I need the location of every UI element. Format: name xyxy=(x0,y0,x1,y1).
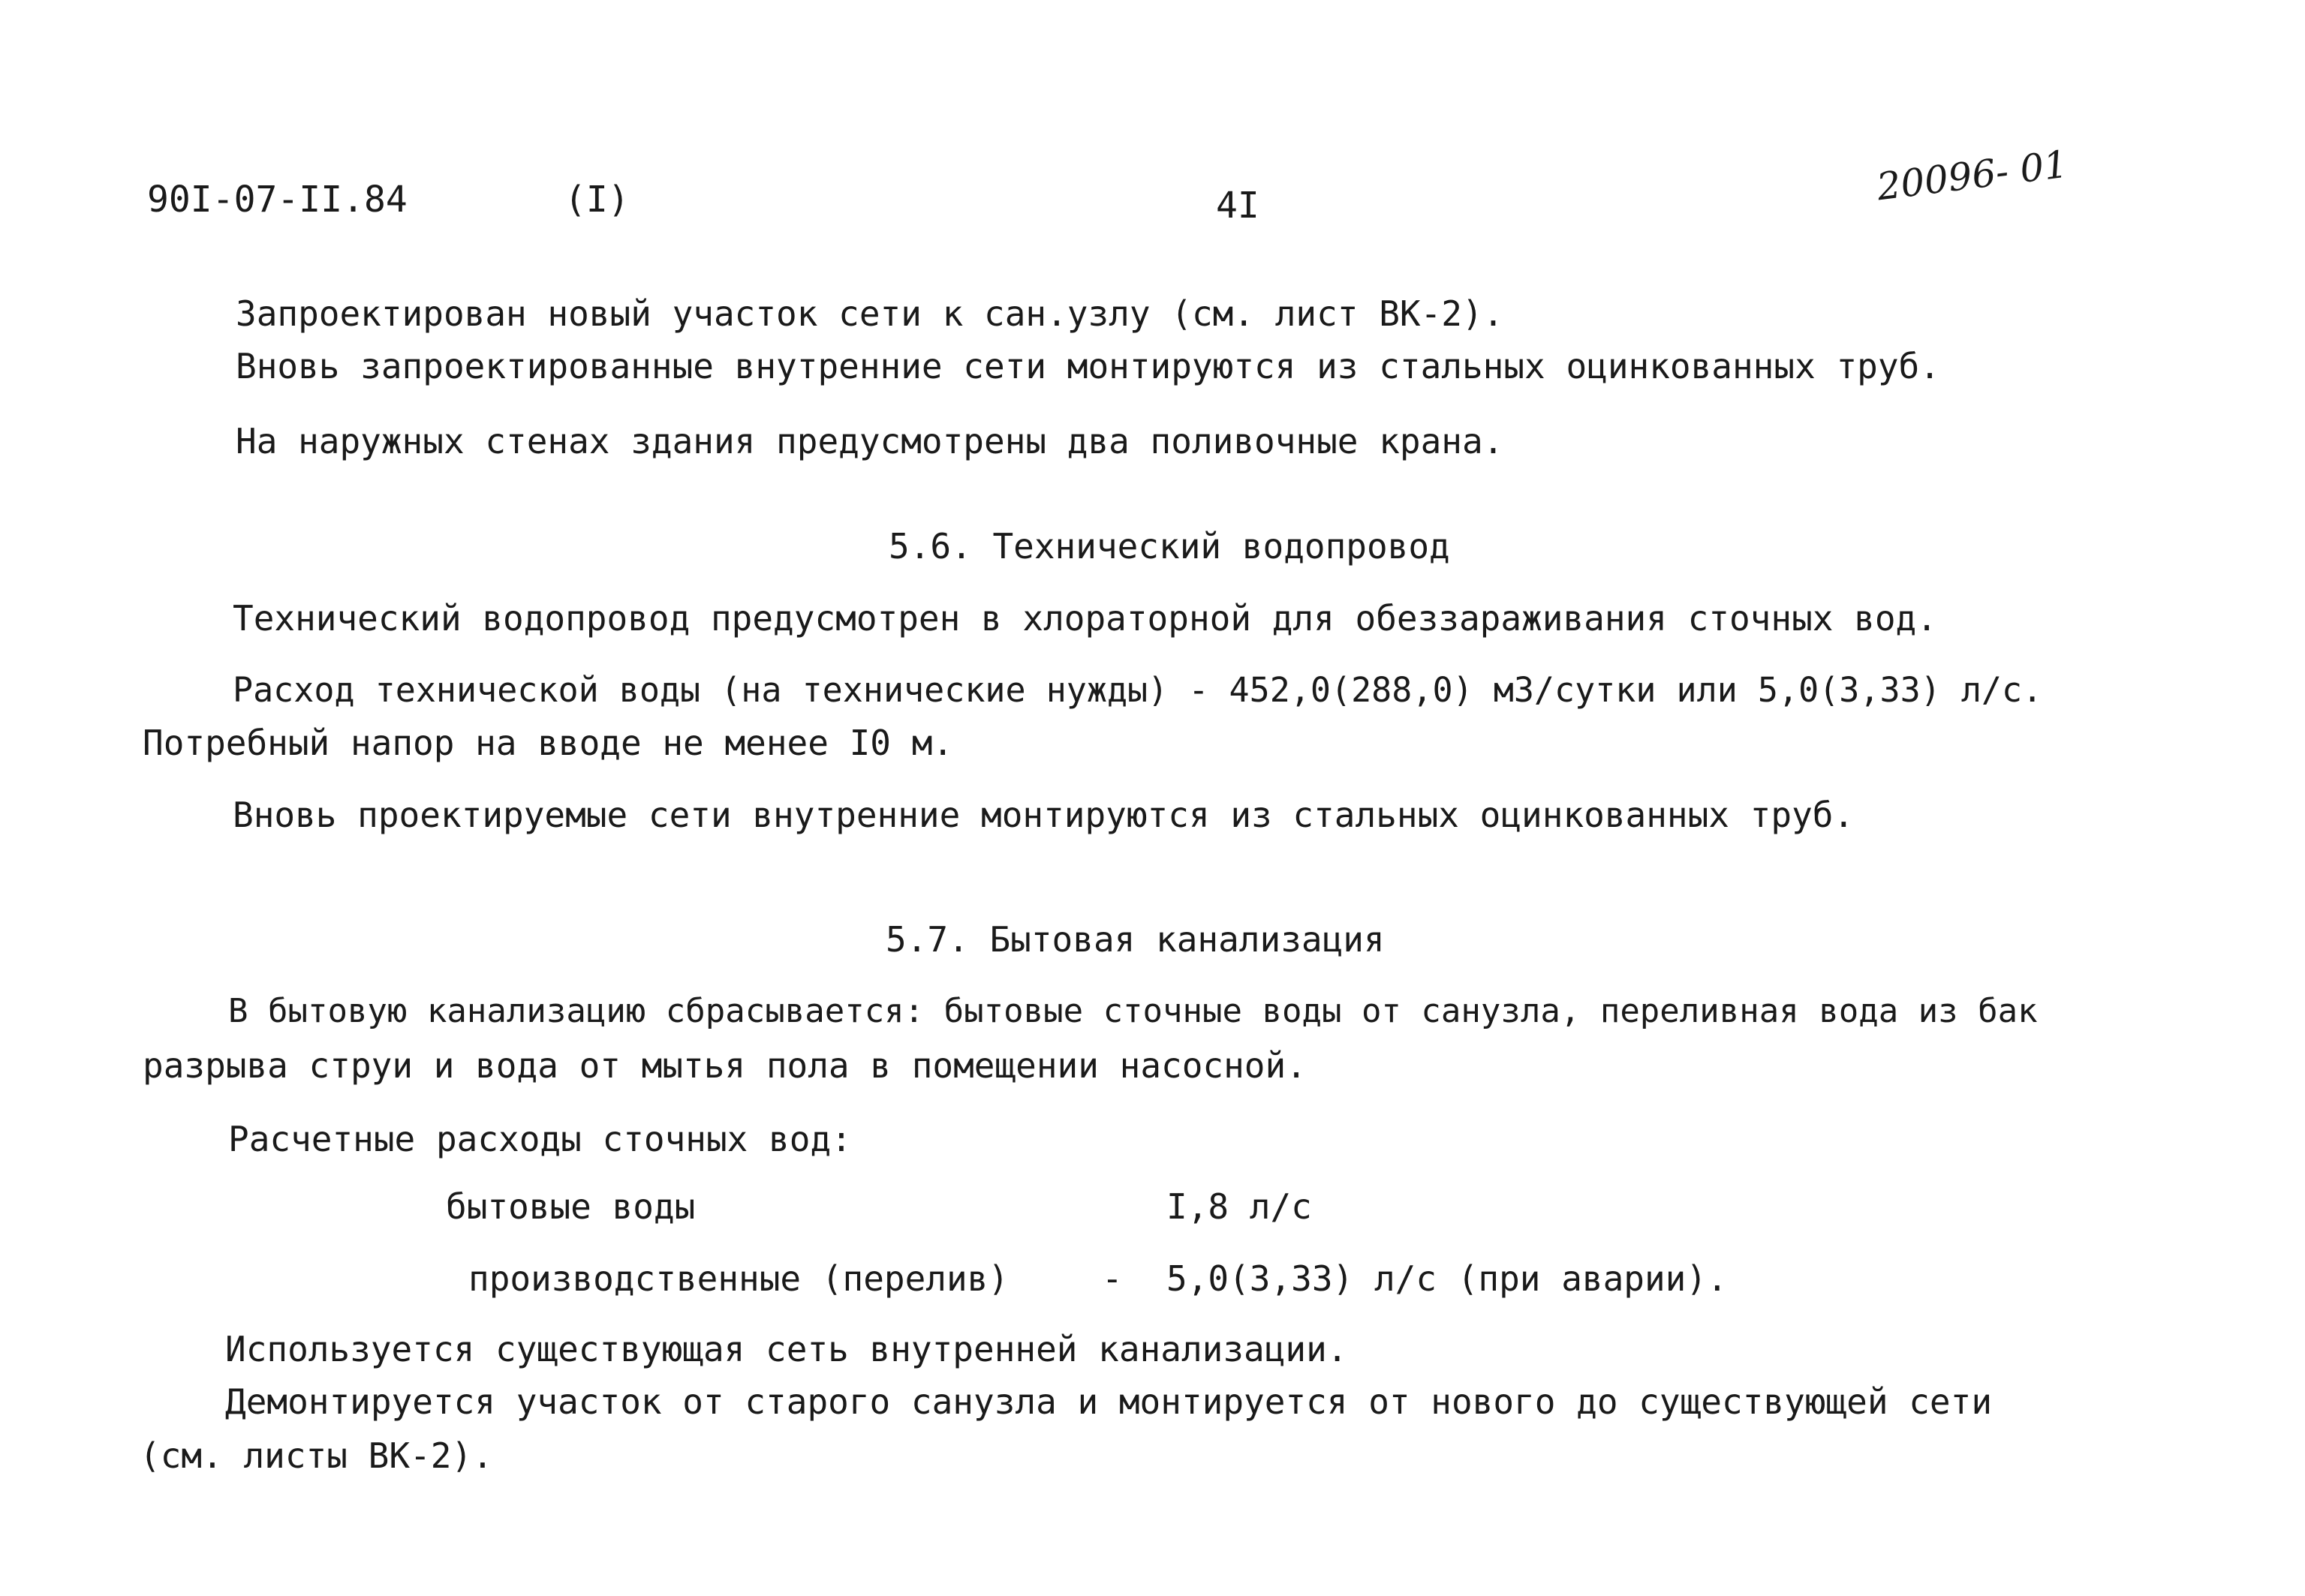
section-5-6-para-3: Вновь проектируемые сети внутренние монтируются из стальных оцинкованных труб. xyxy=(233,795,1855,835)
section-5-7-para-3-line-2: (см. листы ВК-2). xyxy=(140,1435,493,1476)
intro-line-2: Вновь запроектированные внутренние сети монтируются из стальных оцинкованных труб. xyxy=(236,346,1940,386)
flow-value: I,8 л/с xyxy=(1166,1186,1312,1227)
flow-label: производственные (перелив) xyxy=(468,1258,1010,1299)
flow-label: бытовые воды xyxy=(446,1186,696,1227)
section-5-6-title: 5.6. Технический водопровод xyxy=(889,526,1450,567)
document-code: 90I-07-II.84 xyxy=(147,179,408,221)
page-number: 4I xyxy=(1216,185,1259,227)
flow-value: 5,0(3,33) л/с (при аварии). xyxy=(1166,1258,1728,1299)
section-5-7-para-2: Используется существующая сеть внутренней канализации. xyxy=(225,1329,1348,1369)
section-5-7-para-1-line-1: В бытовую канализацию сбрасывается: бытовые сточные воды от санузла, переливная вода из бак xyxy=(228,992,2038,1030)
section-5-6-para-1: Технический водопровод предусмотрен в хлораторной для обеззараживания сточных вод. xyxy=(233,598,1937,639)
part-number: (I) xyxy=(564,179,630,221)
section-5-6-para-2-line-1: Расход технической воды (на технические нужды) - 452,0(288,0) м3/сутки или 5,0(3,33) л/с. xyxy=(233,670,2043,710)
handwritten-number: 20096- 01 xyxy=(1874,142,2071,209)
flow-dash: - xyxy=(1102,1258,1123,1299)
section-5-7-para-1-line-2: разрыва струи и вода от мытья пола в помещении насосной. xyxy=(143,1045,1307,1086)
section-5-6-para-2-line-2: Потребный напор на вводе не менее I0 м. xyxy=(143,723,954,763)
intro-line-3: На наружных стенах здания предусмотрены два поливочные крана. xyxy=(236,421,1504,461)
section-5-7-title: 5.7. Бытовая канализация xyxy=(886,919,1385,960)
flows-heading: Расчетные расходы сточных вод: xyxy=(228,1119,852,1159)
intro-line-1: Запроектирован новый участок сети к сан.узлу (см. лист ВК-2). xyxy=(236,293,1504,334)
section-5-7-para-3-line-1: Демонтируется участок от старого санузла и монтируется от нового до существующей сети xyxy=(225,1381,1993,1422)
